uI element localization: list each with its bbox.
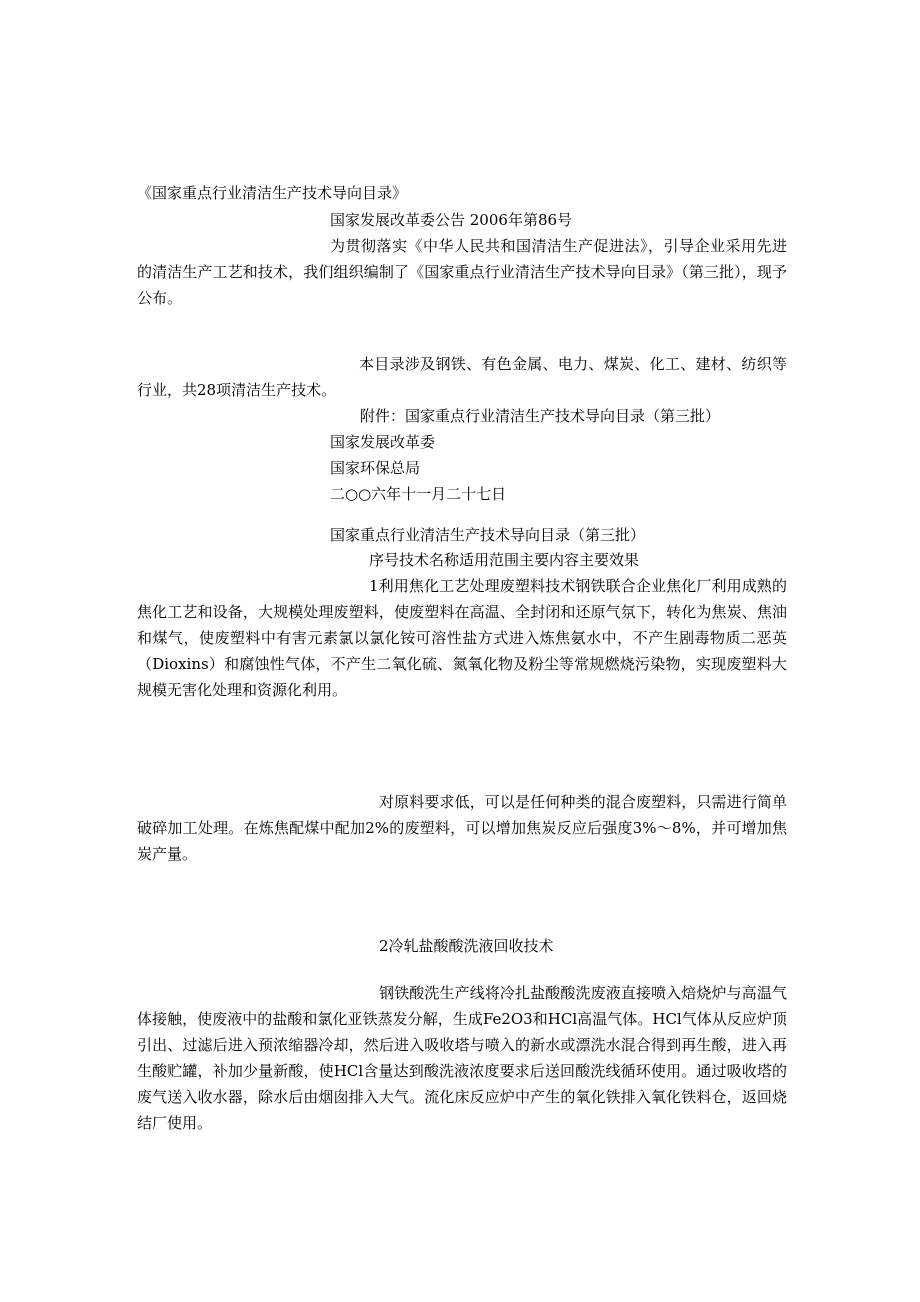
- catalog-title: 国家重点行业清洁生产技术导向目录（第三批）: [330, 526, 646, 544]
- signer-sepa: 国家环保总局: [330, 459, 421, 477]
- item2-title: 2冷轧盐酸酸洗液回收技术: [379, 937, 554, 955]
- scope-paragraph: 本目录涉及钢铁、有色金属、电力、煤炭、化工、建材、纺织等行业，共28项清洁生产技术。: [137, 355, 787, 399]
- intro-paragraph: 为贯彻落实《中华人民共和国清洁生产促进法》，引导企业采用先进的清洁生产工艺和技术，我们组织编制了《国家重点行业清洁生产技术导向目录》（第三批），现予公布。: [137, 237, 787, 307]
- attachment-line: 附件：国家重点行业清洁生产技术导向目录（第三批）: [360, 407, 721, 425]
- signer-ndrc: 国家发展改革委: [330, 433, 436, 451]
- table-header: 序号技术名称适用范围主要内容主要效果: [369, 551, 640, 569]
- item1-content: 1利用焦化工艺处理废塑料技术钢铁联合企业焦化厂利用成熟的焦化工艺和设备，大规模处理废塑料，使废塑料在高温、全封闭和还原气氛下，转化为焦炭、焦油和煤气，使废塑料中有害元素氯以氯化铵可溶性盐方式进入炼焦氨水中，不产生剧毒物质二恶英（Dioxins）和腐蚀性气体，不产生二氧化硫、氮氧化物及粉尘等常规燃烧污染物，实现废塑料大规模无害化处理和资源化利用。: [137, 577, 787, 699]
- document-title: 《国家重点行业清洁生产技术导向目录》: [137, 184, 408, 202]
- issue-date: 二○○六年十一月二十七日: [330, 485, 507, 503]
- item1-effect: 对原料要求低，可以是任何种类的混合废塑料，只需进行简单破碎加工处理。在炼焦配煤中配加2%的废塑料，可以增加焦炭反应后强度3%～8%，并可增加焦炭产量。: [137, 793, 787, 863]
- item2-content: 钢铁酸洗生产线将冷扎盐酸酸洗废液直接喷入焙烧炉与高温气体接触，使废液中的盐酸和氯化亚铁蒸发分解，生成Fe2O3和HCl高温气体。HCl气体从反应炉顶引出、过滤后进入预浓缩器冷却，然后进入吸收塔与喷入的新水或漂洗水混合得到再生酸，进入再生酸贮罐，补加少量新酸，使HCl含量达到酸洗液浓度要求后送回酸洗线循环使用。通过吸收塔的废气送入收水器，除水后由烟囱排入大气。流化床反应炉中产生的氧化铁排入氧化铁料仓，返回烧结厂使用。: [137, 984, 787, 1132]
- announcement-number: 国家发展改革委公告 2006年第86号: [330, 211, 573, 229]
